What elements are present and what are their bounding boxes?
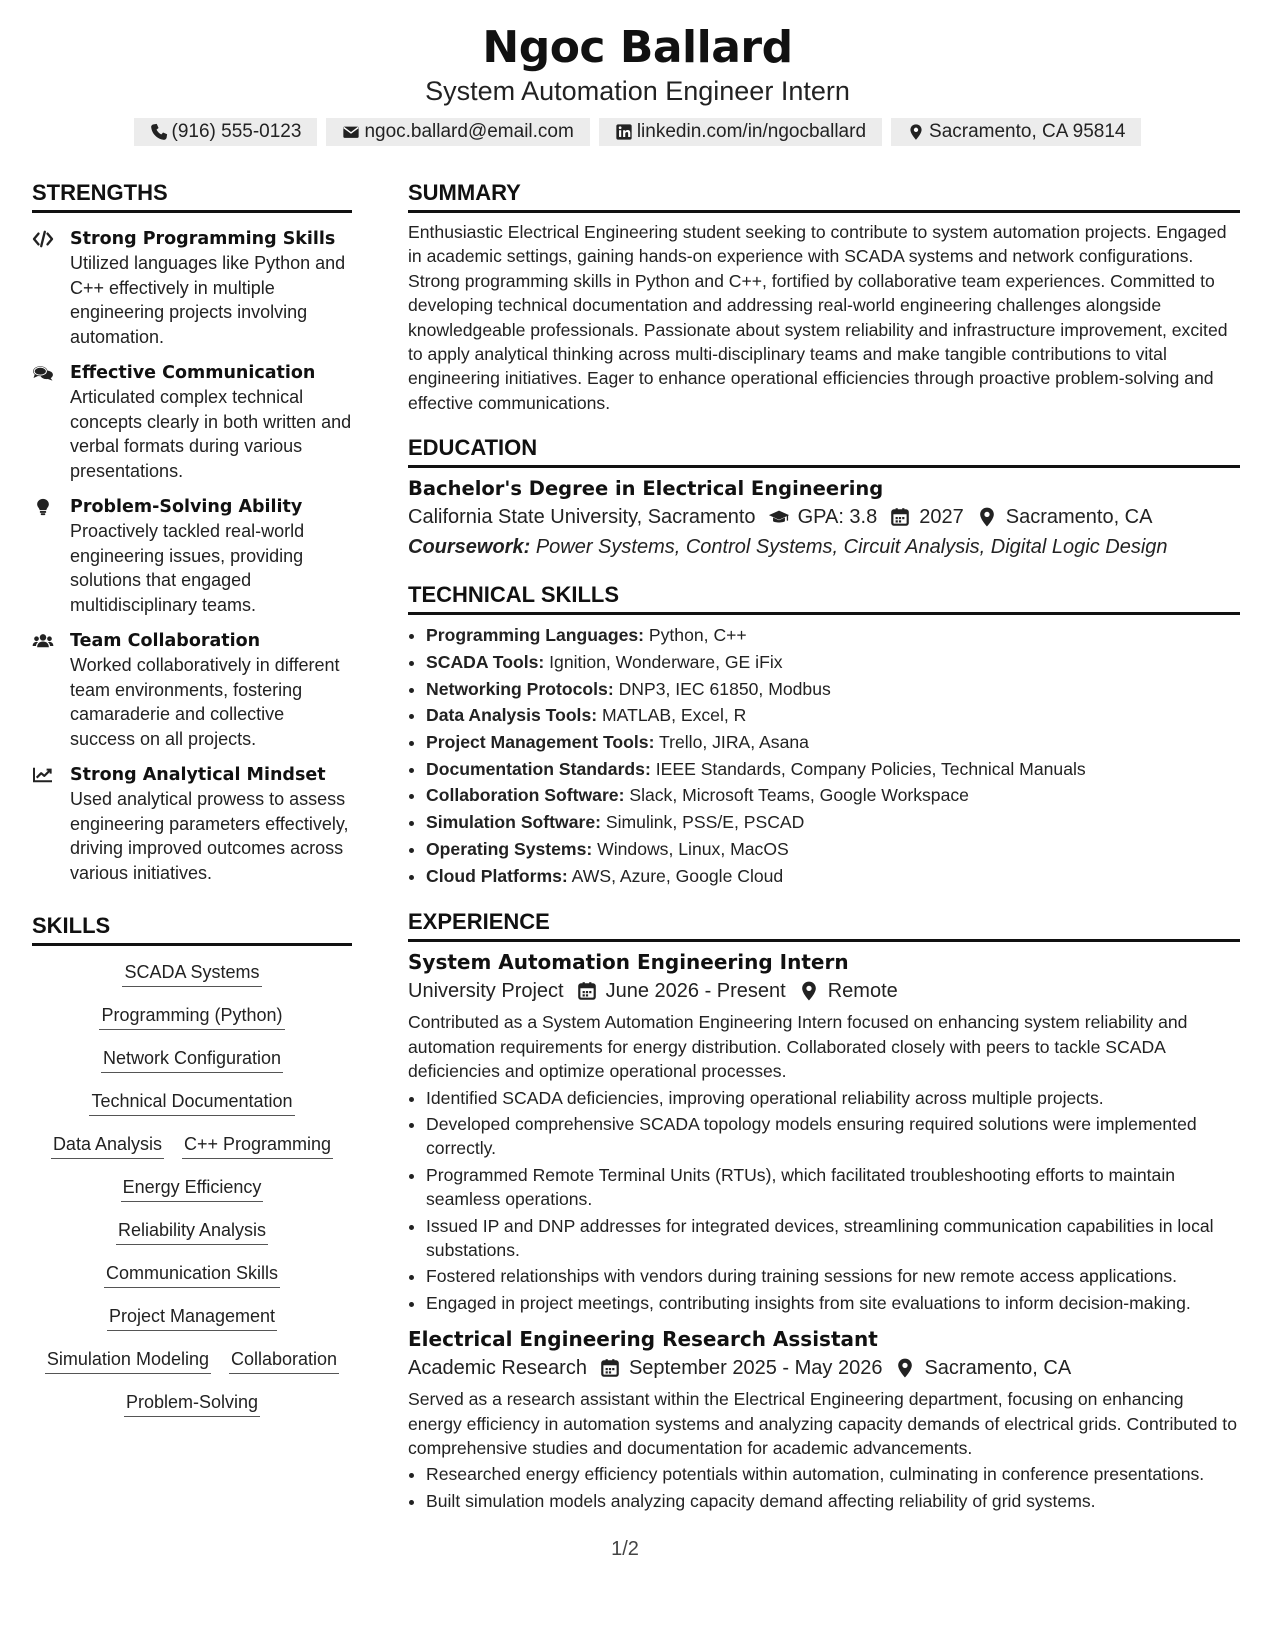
job-description: Served as a research assistant within the Electrical Engineering department, focusing on enhancing energy efficiency in automation systems and analyzing capacity demands of electrical grids. Contributed to comprehensive studies and documentation for academic advancements.: [408, 1389, 1237, 1458]
strength-title: Effective Communication: [70, 363, 316, 383]
list-item: [426, 863, 1240, 890]
tech-skill-value: AWS, Azure, Google Cloud: [571, 865, 784, 886]
contact-location[interactable]: [891, 118, 1141, 146]
resume-header: [0, 0, 1275, 146]
school-name: California State University, Sacramento: [408, 506, 756, 529]
skill-tag: SCADA Systems: [122, 960, 261, 987]
comments-icon: [32, 361, 70, 483]
skills-list: [32, 960, 352, 1417]
list-item: [426, 649, 1240, 676]
job-org: University Project: [408, 980, 564, 1003]
contact-text: ngoc.ballard@email.com: [364, 121, 574, 142]
tech-skill-label: Programming Languages:: [426, 625, 644, 646]
list-item: • Researched energy efficiency potentials within automation, culminating in conference presentations.: [426, 1462, 1240, 1486]
job-bullets: [408, 1086, 1240, 1316]
graduation-cap-icon: [768, 506, 790, 528]
job-location: Sacramento, CA: [924, 1357, 1072, 1380]
tech-skill-value: Ignition, Wonderware, GE iFix: [549, 651, 783, 672]
job-location: Remote: [827, 980, 898, 1003]
tech-skill-value: Windows, Linux, MacOS: [597, 838, 789, 859]
skill-tag: Communication Skills: [104, 1261, 280, 1288]
skill-tag: C++ Programming: [182, 1132, 333, 1159]
job-org: Academic Research: [408, 1357, 587, 1380]
tech-skill-label: SCADA Tools:: [426, 651, 545, 672]
education-section: [408, 433, 1240, 562]
skill-row: [45, 1347, 339, 1374]
job-description: Contributed as a System Automation Engineering Intern focused on enhancing system reliability and automation requirements for energy distribution. Collaborated closely with peers to tackle SCADA deficiencies and optimize operational processes.: [408, 1012, 1188, 1082]
right-column: [408, 178, 1240, 1523]
tech-skill-value: Simulink, PSS/E, PSCAD: [605, 812, 805, 833]
candidate-name: Ngoc Ballard: [482, 22, 793, 73]
job-entry: [408, 948, 1240, 1315]
contact-linkedin[interactable]: [599, 118, 882, 146]
skill-row: [124, 1390, 260, 1417]
tech-skill-value: MATLAB, Excel, R: [601, 705, 747, 726]
skill-tag: Collaboration: [229, 1347, 339, 1374]
map-pin-icon: [798, 980, 820, 1002]
tech-skill-label: Networking Protocols:: [426, 678, 614, 699]
list-item: • Fostered relationships with vendors during training sessions for new remote access applications.: [426, 1264, 1240, 1288]
strength-desc: Articulated complex technical concepts clearly in both written and verbal formats during various presentations.: [70, 387, 352, 481]
code-icon: [32, 227, 70, 349]
strength-title: Strong Programming Skills: [70, 229, 336, 249]
experience-section: [408, 907, 1240, 1513]
strength-item: [32, 629, 352, 751]
tech-skill-value: Trello, JIRA, Asana: [659, 732, 809, 753]
list-item: • Built simulation models analyzing capacity demand affecting reliability of grid systems.: [426, 1489, 1240, 1513]
list-item: • Identified SCADA deficiencies, improving operational reliability across multiple projects.: [426, 1086, 1240, 1110]
strength-desc: Utilized languages like Python and C++ effectively in multiple engineering projects involving automation.: [70, 253, 346, 347]
list-item: • Programmed Remote Terminal Units (RTUs), which facilitated troubleshooting efforts to maintain seamless operations.: [426, 1163, 1240, 1212]
coursework-label: Coursework:: [408, 536, 531, 559]
skill-tag: Network Configuration: [101, 1046, 283, 1073]
strength-title: Problem-Solving Ability: [70, 497, 303, 517]
contact-text: Sacramento, CA 95814: [929, 121, 1126, 142]
calendar-icon: [599, 1357, 621, 1379]
list-item: [426, 756, 1240, 783]
skill-row: [122, 960, 261, 987]
list-item: • Developed comprehensive SCADA topology models ensuring required solutions were implemented correctly.: [426, 1112, 1240, 1161]
skill-tag: Technical Documentation: [89, 1089, 294, 1116]
lightbulb-icon: [32, 495, 70, 617]
tech-skill-value: Slack, Microsoft Teams, Google Workspace: [629, 785, 969, 806]
skill-row: [99, 1003, 284, 1030]
coursework: [408, 532, 1240, 562]
contact-email[interactable]: [326, 118, 589, 146]
degree-title: Bachelor's Degree in Electrical Engineering: [408, 477, 884, 501]
candidate-headline: System Automation Engineer Intern: [425, 76, 850, 106]
tech-skill-label: Documentation Standards:: [426, 758, 651, 779]
list-item: [426, 676, 1240, 703]
job-title: Electrical Engineering Research Assistant: [408, 1327, 878, 1352]
envelope-icon: [342, 123, 360, 141]
coursework-list: Power Systems, Control Systems, Circuit Analysis, Digital Logic Design: [535, 536, 1168, 559]
contact-phone[interactable]: [134, 118, 318, 146]
skill-tag: Simulation Modeling: [45, 1347, 211, 1374]
left-column: [32, 178, 352, 1417]
graduation-year: 2027: [919, 506, 964, 529]
education-heading: EDUCATION: [408, 433, 1240, 468]
skill-tag: Problem-Solving: [124, 1390, 260, 1417]
technical-skills-heading: TECHNICAL SKILLS: [408, 580, 1240, 615]
gpa: GPA: 3.8: [797, 506, 878, 529]
calendar-icon: [576, 980, 598, 1002]
map-pin-icon: [894, 1357, 916, 1379]
strength-desc: Worked collaboratively in different team environments, fostering camaraderie and collective success on all projects.: [70, 655, 340, 749]
tech-skill-label: Simulation Software:: [426, 812, 601, 833]
strength-desc: Proactively tackled real-world engineering issues, providing solutions that engaged multidisciplinary teams.: [70, 521, 305, 615]
tech-skill-label: Project Management Tools:: [426, 732, 655, 753]
technical-skills-section: [408, 580, 1240, 889]
skill-tag: Energy Efficiency: [121, 1175, 264, 1202]
summary-heading: SUMMARY: [408, 178, 1240, 213]
list-item: [426, 836, 1240, 863]
contact-bar: [0, 118, 1275, 146]
skill-row: [107, 1304, 277, 1331]
technical-skills-list: [408, 622, 1240, 889]
strength-item: [32, 361, 352, 483]
job-meta: [408, 1353, 1240, 1383]
strengths-heading: STRENGTHS: [32, 178, 352, 213]
list-item: [426, 702, 1240, 729]
list-item: [426, 622, 1240, 649]
skill-tag: Reliability Analysis: [116, 1218, 268, 1245]
linkedin-icon: [615, 123, 633, 141]
tech-skill-label: Cloud Platforms:: [426, 865, 568, 886]
job-entry: [408, 1325, 1240, 1513]
tech-skill-label: Operating Systems:: [426, 838, 593, 859]
list-item: [426, 729, 1240, 756]
skill-row: [89, 1089, 294, 1116]
tech-skill-label: Collaboration Software:: [426, 785, 625, 806]
skill-row: [51, 1132, 333, 1159]
skills-heading: SKILLS: [32, 911, 352, 946]
page-number: 1/2: [611, 1538, 639, 1560]
tech-skill-value: Python, C++: [648, 625, 747, 646]
strength-item: [32, 763, 352, 885]
strength-item: [32, 227, 352, 349]
strength-item: [32, 495, 352, 617]
chart-line-icon: [32, 763, 70, 885]
skill-row: [104, 1261, 280, 1288]
skill-tag: Programming (Python): [99, 1003, 284, 1030]
strength-desc: Used analytical prowess to assess engineering parameters effectively, driving improved outcomes across various initiatives.: [70, 789, 349, 883]
list-item: [426, 782, 1240, 809]
tech-skill-label: Data Analysis Tools:: [426, 705, 598, 726]
job-meta: [408, 976, 1240, 1006]
skill-row: [101, 1046, 283, 1073]
contact-text: (916) 555-0123: [171, 121, 302, 142]
job-title: System Automation Engineering Intern: [408, 950, 849, 975]
experience-heading: EXPERIENCE: [408, 907, 1240, 942]
tech-skill-value: DNP3, IEC 61850, Modbus: [618, 678, 831, 699]
map-pin-icon: [976, 506, 998, 528]
skill-row: [121, 1175, 264, 1202]
education-location: Sacramento, CA: [1005, 506, 1153, 529]
job-bullets: [408, 1462, 1240, 1513]
list-item: • Issued IP and DNP addresses for integrated devices, streamlining communication capabilities in local substations.: [426, 1214, 1240, 1263]
skill-row: [116, 1218, 268, 1245]
calendar-icon: [889, 506, 911, 528]
strength-title: Strong Analytical Mindset: [70, 765, 326, 785]
job-dates: September 2025 - May 2026: [628, 1357, 883, 1380]
job-dates: June 2026 - Present: [605, 980, 786, 1003]
summary-text: Enthusiastic Electrical Engineering student seeking to contribute to system automation projects. Engaged in academic settings, gaining hands-on experience with SCADA systems and network configurations. Strong programming skills in Python and C++, fortified by collaborative team experiences. Committed to developing technical documentation and addressing real-world engineering challenges alongside knowledgeable professionals. Passionate about system reliability and infrastructure improvement, excited to apply analytical thinking across multi-disciplinary teams and make tangible contributions to vital engineering initiatives. Eager to enhance operational efficiencies through proactive problem-solving and effective communications.: [408, 222, 1228, 413]
phone-icon: [150, 123, 168, 141]
skill-tag: Project Management: [107, 1304, 277, 1331]
education-meta: [408, 502, 1240, 532]
skill-tag: Data Analysis: [51, 1132, 164, 1159]
strength-title: Team Collaboration: [70, 631, 261, 651]
list-item: [426, 809, 1240, 836]
contact-text: linkedin.com/in/ngocballard: [636, 121, 867, 142]
map-pin-icon: [907, 123, 925, 141]
list-item: • Engaged in project meetings, contributing insights from site evaluations to inform decision-making.: [426, 1291, 1240, 1315]
tech-skill-value: IEEE Standards, Company Policies, Technical Manuals: [655, 758, 1086, 779]
users-icon: [32, 629, 70, 751]
